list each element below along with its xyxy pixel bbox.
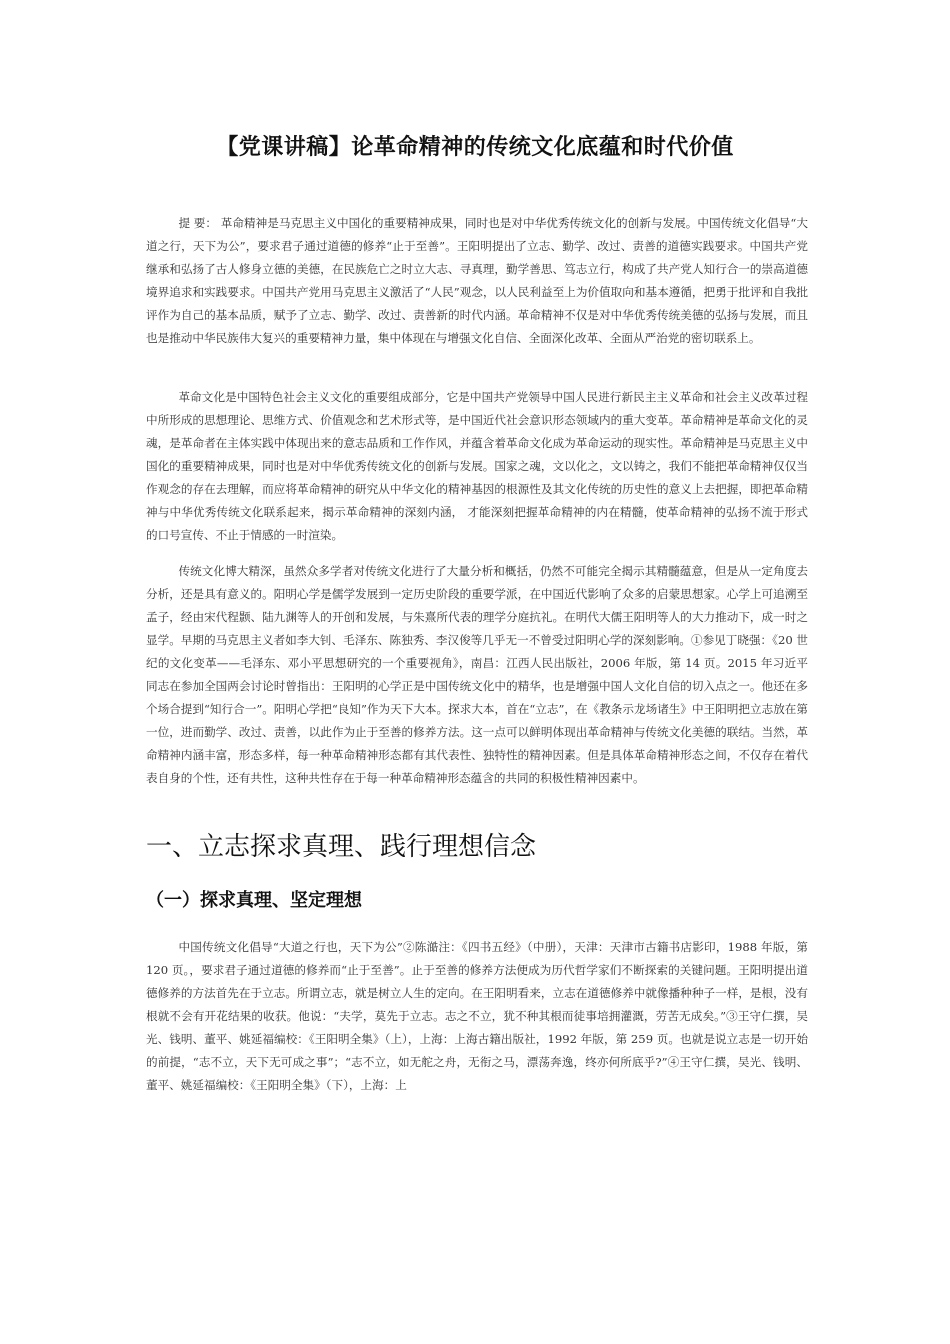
body-paragraph-1: 革命文化是中国特色社会主义文化的重要组成部分，它是中国共产党领导中国人民进行新民主主义革命和社会主义改革过程中所形成的思想理论、思维方式、价值观念和艺术形式等，是中国近代社会意识形态领域内的重大变革。革命精神是革命文化的灵魂，是革命者在主体实践中体现出来的意志品质和工作作风，并蕴含着革命文化成为革命运动的现实性。革命精神是马克思主义中国化的重要精神成果，同时也是对中华优秀传统文化的创新与发展。国家之魂，文以化之，文以铸之，我们不能把革命精神仅仅当作观念的存在去理解，而应将革命精神的研究从中华文化的精神基因的根源性及其文化传统的历史性的意义上去把握，即把革命精神与中华优秀传统文化联系起来，揭示革命精神的深刻内涵， 才能深刻把握革命精神的内在精髓，使革命精神的弘扬不流于形式的口号宣传、不止于情感的一时渲染。 bbox=[146, 390, 808, 542]
subsection-heading-1: （一）探求真理、坚定理想 bbox=[146, 890, 362, 911]
section-heading-1: 一、立志探求真理、践行理想信念 bbox=[146, 832, 537, 862]
body-paragraph-3: 中国传统文化倡导“大道之行也，天下为公”②陈澔注：《四书五经》（中册），天津：天津市古籍书店影印，1988 年版，第 120 页。，要求君子通过道德的修养而“止于至善”。止于至善的修养方法便成为历代哲学家们不断探索的关键问题。王阳明提出道德修养的方法首先在于立志。所谓立志，就是树立人生的定向。在王阳明看来，立志在道德修养中就像播种种子一样，是根，没有根就不会有开花结果的收获。他说：“夫学，莫先于立志。志之不立，犹不种其根而徒事培拥灌溉，劳苦无成矣。”③王守仁撰，吴光、钱明、董平、姚延福编校：《王阳明全集》（上），上海：上海古籍出版社，1992 年版，第 259 页。也就是说立志是一切开始的前提，“志不立，天下无可成之事”；“志不立，如无舵之舟，无衔之马，漂荡奔逸，终亦何所底乎?”④王守仁撰，吴光、钱明、董平、姚延福编校：《王阳明全集》（下），上海：上 bbox=[146, 940, 808, 1092]
abstract-paragraph: 提 要： 革命精神是马克思主义中国化的重要精神成果，同时也是对中华优秀传统文化的创新与发展。中国传统文化倡导“大道之行，天下为公”，要求君子通过道德的修养“止于至善”。王阳明提出了立志、勤学、改过、责善的道德实践要求。中国共产党继承和弘扬了古人修身立德的美德，在民族危亡之时立大志、寻真理，勤学善思、笃志立行，构成了共产党人知行合一的崇高道德境界追求和实践要求。中国共产党用马克思主义激活了“人民”观念，以人民利益至上为价值取向和基本遵循，把勇于批评和自我批评作为自己的基本品质，赋予了立志、勤学、改过、责善新的时代内涵。革命精神不仅是对中华优秀传统美德的弘扬与发展，而且也是推动中华民族伟大复兴的重要精神力量，集中体现在与增强文化自信、全面深化改革、全面从严治党的密切联系上。 bbox=[146, 216, 808, 345]
body-paragraph-2: 传统文化博大精深，虽然众多学者对传统文化进行了大量分析和概括，仍然不可能完全揭示其精髓蕴意，但是从一定角度去分析，还是具有意义的。阳明心学是儒学发展到一定历史阶段的重要学派，在中国近代影响了众多的启蒙思想家。心学上可追溯至孟子，经由宋代程颢、陆九渊等人的开创和发展，与朱熹所代表的理学分庭抗礼。在明代大儒王阳明等人的大力推动下，成一时之显学。早期的马克思主义者如李大钊、毛泽东、陈独秀、李汉俊等几乎无一不曾受过阳明心学的深刻影响。①参见丁晓强：《20 世纪的文化变革——毛泽东、邓小平思想研究的一个重要视角》，南昌：江西人民出版社，2006 年版，第 14 页。2015 年习近平同志在参加全国两会讨论时曾指出：王阳明的心学正是中国传统文化中的精华，也是增强中国人文化自信的切入点之一。他还在多个场合提到“知行合一”。阳明心学把“良知”作为天下大本。探求大本，首在“立志”，在《教条示龙场诸生》中王阳明把立志放在第一位，进而勤学、改过、责善，以此作为止于至善的修养方法。这一点可以鲜明体现出革命精神与传统文化美德的联结。当然，革命精神内涵丰富，形态多样，每一种革命精神形态都有其代表性、独特性的精神因素。但是具体革命精神形态之间，不仅存在着代表自身的个性，还有共性，这种共性存在于每一种革命精神形态蕴含的共同的积极性精神因素中。 bbox=[146, 564, 808, 785]
document-title: 【党课讲稿】论革命精神的传统文化底蕴和时代价值 bbox=[216, 135, 734, 160]
